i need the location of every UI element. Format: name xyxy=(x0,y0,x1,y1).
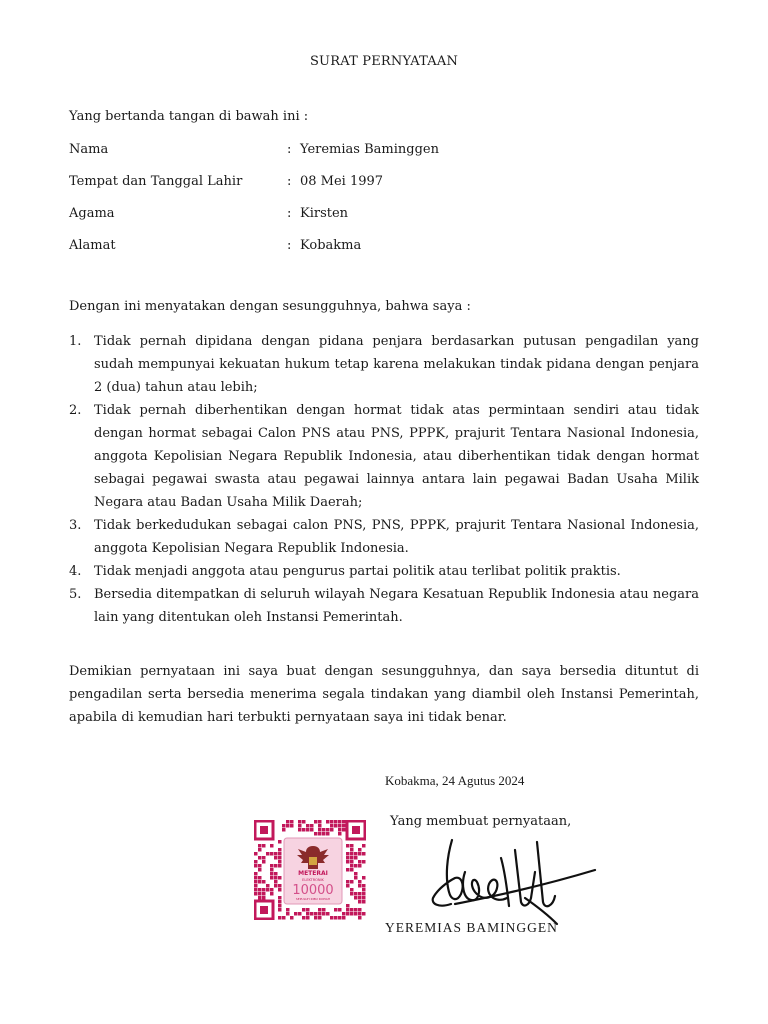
qr-cell xyxy=(334,916,338,920)
qr-cell xyxy=(262,892,266,896)
qr-cell xyxy=(350,848,354,852)
list-item-text: Tidak berkedudukan sebagai calon PNS, PNS, PPPK, prajurit Tentara Nasional Indonesia, anggota Kepolisian Negara Republik Indonesia. xyxy=(94,518,699,556)
qr-cell xyxy=(330,916,334,920)
qr-cell xyxy=(346,880,350,884)
qr-cell xyxy=(346,860,350,864)
qr-cell xyxy=(354,912,358,916)
qr-cell xyxy=(278,904,282,908)
qr-cell xyxy=(262,856,266,860)
qr-cell xyxy=(350,868,354,872)
qr-cell xyxy=(278,888,282,892)
qr-cell xyxy=(354,856,358,860)
qr-cell xyxy=(342,820,346,824)
qr-cell xyxy=(274,856,278,860)
qr-cell xyxy=(354,872,358,876)
stamp-label-bottom: SEPULUH RIBU RUPIAH xyxy=(295,897,331,901)
qr-cell xyxy=(322,828,326,832)
qr-cell xyxy=(330,824,334,828)
qr-cell xyxy=(358,900,362,904)
qr-cell xyxy=(306,912,310,916)
qr-cell xyxy=(350,892,354,896)
qr-cell xyxy=(274,852,278,856)
qr-cell xyxy=(278,908,282,912)
qr-cell xyxy=(318,908,322,912)
qr-cell xyxy=(254,864,258,868)
document-title: SURAT PERNYATAAN xyxy=(309,54,459,69)
qr-cell xyxy=(266,884,270,888)
qr-cell xyxy=(278,876,282,880)
qr-cell xyxy=(354,892,358,896)
qr-cell xyxy=(358,916,362,920)
qr-cell xyxy=(326,828,330,832)
qr-cell xyxy=(358,864,362,868)
qr-cell xyxy=(254,892,258,896)
qr-cell xyxy=(350,852,354,856)
qr-cell xyxy=(270,864,274,868)
identity-colon: : xyxy=(287,142,292,157)
qr-cell xyxy=(306,828,310,832)
identity-value: Kobakma xyxy=(300,238,362,253)
qr-cell xyxy=(358,896,362,900)
qr-cell xyxy=(254,888,258,892)
qr-cell xyxy=(310,824,314,828)
list-item-text: Tidak menjadi anggota atau pengurus partai politik atau terlibat politik praktis. xyxy=(94,564,621,579)
qr-cell xyxy=(354,864,358,868)
qr-cell xyxy=(278,896,282,900)
qr-cell xyxy=(322,832,326,836)
qr-cell xyxy=(318,916,322,920)
qr-cell xyxy=(326,820,330,824)
list-item xyxy=(69,583,699,629)
qr-cell xyxy=(338,832,342,836)
qr-cell xyxy=(254,884,258,888)
identity-label: Nama xyxy=(69,142,109,157)
qr-cell xyxy=(270,844,274,848)
qr-cell xyxy=(358,848,362,852)
qr-cell xyxy=(302,916,306,920)
qr-cell xyxy=(298,912,302,916)
place-date: Kobakma, 24 Agutus 2024 xyxy=(385,773,525,788)
stamp-label-mid: ELEKTRONIK xyxy=(302,878,324,882)
qr-cell xyxy=(270,852,274,856)
qr-cell xyxy=(342,828,346,832)
list-item xyxy=(69,514,699,560)
qr-cell xyxy=(334,908,338,912)
qr-cell xyxy=(286,912,290,916)
qr-cell xyxy=(254,860,258,864)
qr-cell xyxy=(334,820,338,824)
qr-cell xyxy=(326,912,330,916)
qr-cell xyxy=(306,908,310,912)
identity-colon: : xyxy=(287,238,292,253)
qr-cell xyxy=(266,888,270,892)
intro-text: Yang bertanda tangan di bawah ini : xyxy=(69,109,309,124)
list-item-number: 5. xyxy=(69,587,82,602)
qr-cell xyxy=(314,820,318,824)
qr-cell xyxy=(258,876,262,880)
qr-cell xyxy=(270,888,274,892)
identity-colon: : xyxy=(287,206,292,221)
qr-cell xyxy=(358,892,362,896)
qr-cell xyxy=(278,848,282,852)
qr-cell xyxy=(290,820,294,824)
qr-cell xyxy=(326,832,330,836)
qr-cell xyxy=(278,856,282,860)
qr-cell xyxy=(346,884,350,888)
identity-label: Tempat dan Tanggal Lahir xyxy=(69,174,243,189)
qr-cell xyxy=(338,824,342,828)
qr-cell xyxy=(346,852,350,856)
qr-cell xyxy=(314,832,318,836)
qr-cell xyxy=(322,908,326,912)
qr-cell xyxy=(306,916,310,920)
qr-cell xyxy=(310,828,314,832)
qr-cell xyxy=(278,860,282,864)
qr-cell xyxy=(354,876,358,880)
identity-value: Kirsten xyxy=(300,206,349,221)
statement-intro: Dengan ini menyatakan dengan sesungguhnya, bahwa saya : xyxy=(69,299,471,314)
qr-cell xyxy=(362,896,366,900)
qr-cell xyxy=(362,852,366,856)
qr-cell xyxy=(342,824,346,828)
qr-cell xyxy=(258,848,262,852)
qr-cell xyxy=(270,872,274,876)
qr-cell xyxy=(278,916,282,920)
qr-cell xyxy=(318,832,322,836)
qr-cell xyxy=(362,900,366,904)
qr-cell xyxy=(362,888,366,892)
qr-cell xyxy=(318,824,322,828)
qr-cell xyxy=(262,880,266,884)
qr-cell xyxy=(274,876,278,880)
qr-cell xyxy=(274,872,278,876)
qr-cell xyxy=(350,844,354,848)
qr-cell xyxy=(346,912,350,916)
qr-cell xyxy=(346,844,350,848)
qr-cell xyxy=(270,868,274,872)
qr-cell xyxy=(278,840,282,844)
qr-cell xyxy=(270,892,274,896)
e-meterai-stamp xyxy=(254,820,366,920)
identity-colon: : xyxy=(287,174,292,189)
identity-label: Alamat xyxy=(69,238,116,253)
qr-cell xyxy=(310,912,314,916)
signer-name: YEREMIAS BAMINGGEN xyxy=(385,920,558,935)
qr-cell xyxy=(274,880,278,884)
qr-cell xyxy=(274,864,278,868)
qr-cell xyxy=(302,820,306,824)
qr-cell xyxy=(362,884,366,888)
qr-cell xyxy=(298,824,302,828)
qr-cell xyxy=(350,856,354,860)
qr-cell xyxy=(358,884,362,888)
qr-cell xyxy=(294,912,298,916)
list-item-number: 3. xyxy=(69,518,82,533)
qr-cell xyxy=(258,868,262,872)
qr-cell xyxy=(278,884,282,888)
qr-cell xyxy=(258,888,262,892)
qr-cell xyxy=(346,856,350,860)
qr-cell xyxy=(338,908,342,912)
qr-cell xyxy=(266,852,270,856)
qr-cell xyxy=(338,828,342,832)
qr-cell xyxy=(350,908,354,912)
qr-cell xyxy=(314,912,318,916)
qr-cell xyxy=(362,860,366,864)
qr-cell xyxy=(258,896,262,900)
qr-cell xyxy=(350,860,354,864)
qr-cell xyxy=(306,824,310,828)
qr-cell xyxy=(334,824,338,828)
qr-cell xyxy=(282,824,286,828)
qr-cell xyxy=(254,852,258,856)
list-item xyxy=(69,560,699,583)
qr-cell xyxy=(318,820,322,824)
stamp-value: 10000 xyxy=(292,883,334,898)
qr-cell xyxy=(286,824,290,828)
qr-cell xyxy=(262,844,266,848)
qr-cell xyxy=(286,908,290,912)
statement-list xyxy=(69,330,699,629)
qr-cell xyxy=(358,880,362,884)
qr-cell xyxy=(302,828,306,832)
qr-cell xyxy=(350,864,354,868)
qr-cell xyxy=(258,892,262,896)
qr-cell xyxy=(330,820,334,824)
qr-cell xyxy=(322,912,326,916)
qr-cell xyxy=(270,876,274,880)
qr-cell xyxy=(290,916,294,920)
list-item-number: 1. xyxy=(69,334,82,349)
qr-cell xyxy=(362,844,366,848)
qr-cell xyxy=(346,908,350,912)
identity-value: Yeremias Baminggen xyxy=(300,142,439,157)
qr-cell xyxy=(354,908,358,912)
qr-cell xyxy=(278,852,282,856)
identity-label: Agama xyxy=(69,206,115,221)
qr-cell xyxy=(262,888,266,892)
qr-cell xyxy=(298,820,302,824)
qr-cell xyxy=(362,876,366,880)
qr-cell xyxy=(302,908,306,912)
qr-cell xyxy=(254,876,258,880)
qr-cell xyxy=(262,896,266,900)
qr-cell xyxy=(278,900,282,904)
qr-cell xyxy=(286,820,290,824)
qr-cell xyxy=(254,872,258,876)
qr-cell xyxy=(278,864,282,868)
qr-cell xyxy=(318,828,322,832)
qr-cell xyxy=(262,860,266,864)
qr-cell xyxy=(330,828,334,832)
stamp-label-top: METERAI xyxy=(298,870,328,877)
qr-cell xyxy=(358,908,362,912)
qr-cell xyxy=(282,828,286,832)
signature-caption: Yang membuat pernyataan, xyxy=(390,814,572,829)
handwritten-signature xyxy=(425,832,625,927)
qr-cell xyxy=(350,888,354,892)
qr-cell xyxy=(282,916,286,920)
list-item-number: 2. xyxy=(69,403,82,418)
qr-cell xyxy=(354,896,358,900)
qr-cell xyxy=(342,912,346,916)
qr-cell xyxy=(358,860,362,864)
qr-cell xyxy=(314,916,318,920)
qr-cell xyxy=(254,880,258,884)
qr-cell xyxy=(258,880,262,884)
qr-cell xyxy=(342,916,346,920)
list-item xyxy=(69,330,699,399)
qr-cell xyxy=(290,824,294,828)
list-item-number: 4. xyxy=(69,564,82,579)
list-item-text: Bersedia ditempatkan di seluruh wilayah Negara Kesatuan Republik Indonesia atau negara lain yang ditentukan oleh Instansi Pemerintah. xyxy=(94,587,699,625)
qr-cell xyxy=(298,828,302,832)
qr-cell xyxy=(338,820,342,824)
qr-cell xyxy=(318,912,322,916)
list-item-text: Tidak pernah dipidana dengan pidana penjara berdasarkan putusan pengadilan yang sudah mempunyai kekuatan hukum tetap karena melakukan tindak pidana dengan penjara 2 (dua) tahun atau lebih; xyxy=(94,334,699,395)
qr-cell xyxy=(274,884,278,888)
qr-cell xyxy=(358,852,362,856)
qr-cell xyxy=(362,892,366,896)
qr-cell xyxy=(350,880,354,884)
qr-cell xyxy=(258,856,262,860)
qr-cell xyxy=(258,864,262,868)
qr-cell xyxy=(258,844,262,848)
list-item xyxy=(69,399,699,514)
closing-paragraph: Demikian pernyataan ini saya buat dengan sesungguhnya, dan saya bersedia dituntut di pengadilan serta bersedia menerima segala tindakan yang diambil oleh Instansi Pemerintah, apabila di kemudian hari terbukti pernyataan saya ini tidak benar. xyxy=(69,664,699,725)
qr-cell xyxy=(350,912,354,916)
qr-cell xyxy=(346,868,350,872)
qr-cell xyxy=(338,916,342,920)
identity-value: 08 Mei 1997 xyxy=(300,174,384,189)
qr-cell xyxy=(346,904,350,908)
list-item-text: Tidak pernah diberhentikan dengan hormat tidak atas permintaan sendiri atau tidak dengan hormat sebagai Calon PNS atau PNS, PPPK, prajurit Tentara Nasional Indonesia, anggota Kepolisian Negara Republik Indonesia, atau diberhentikan tidak dengan hormat sebagai pegawai swasta atau pegawai lainnya antara lain pegawai Badan Usaha Milik Negara atau Badan Usaha Milik Daerah; xyxy=(94,403,699,510)
qr-cell xyxy=(358,912,362,916)
qr-cell xyxy=(354,852,358,856)
qr-cell xyxy=(362,912,366,916)
